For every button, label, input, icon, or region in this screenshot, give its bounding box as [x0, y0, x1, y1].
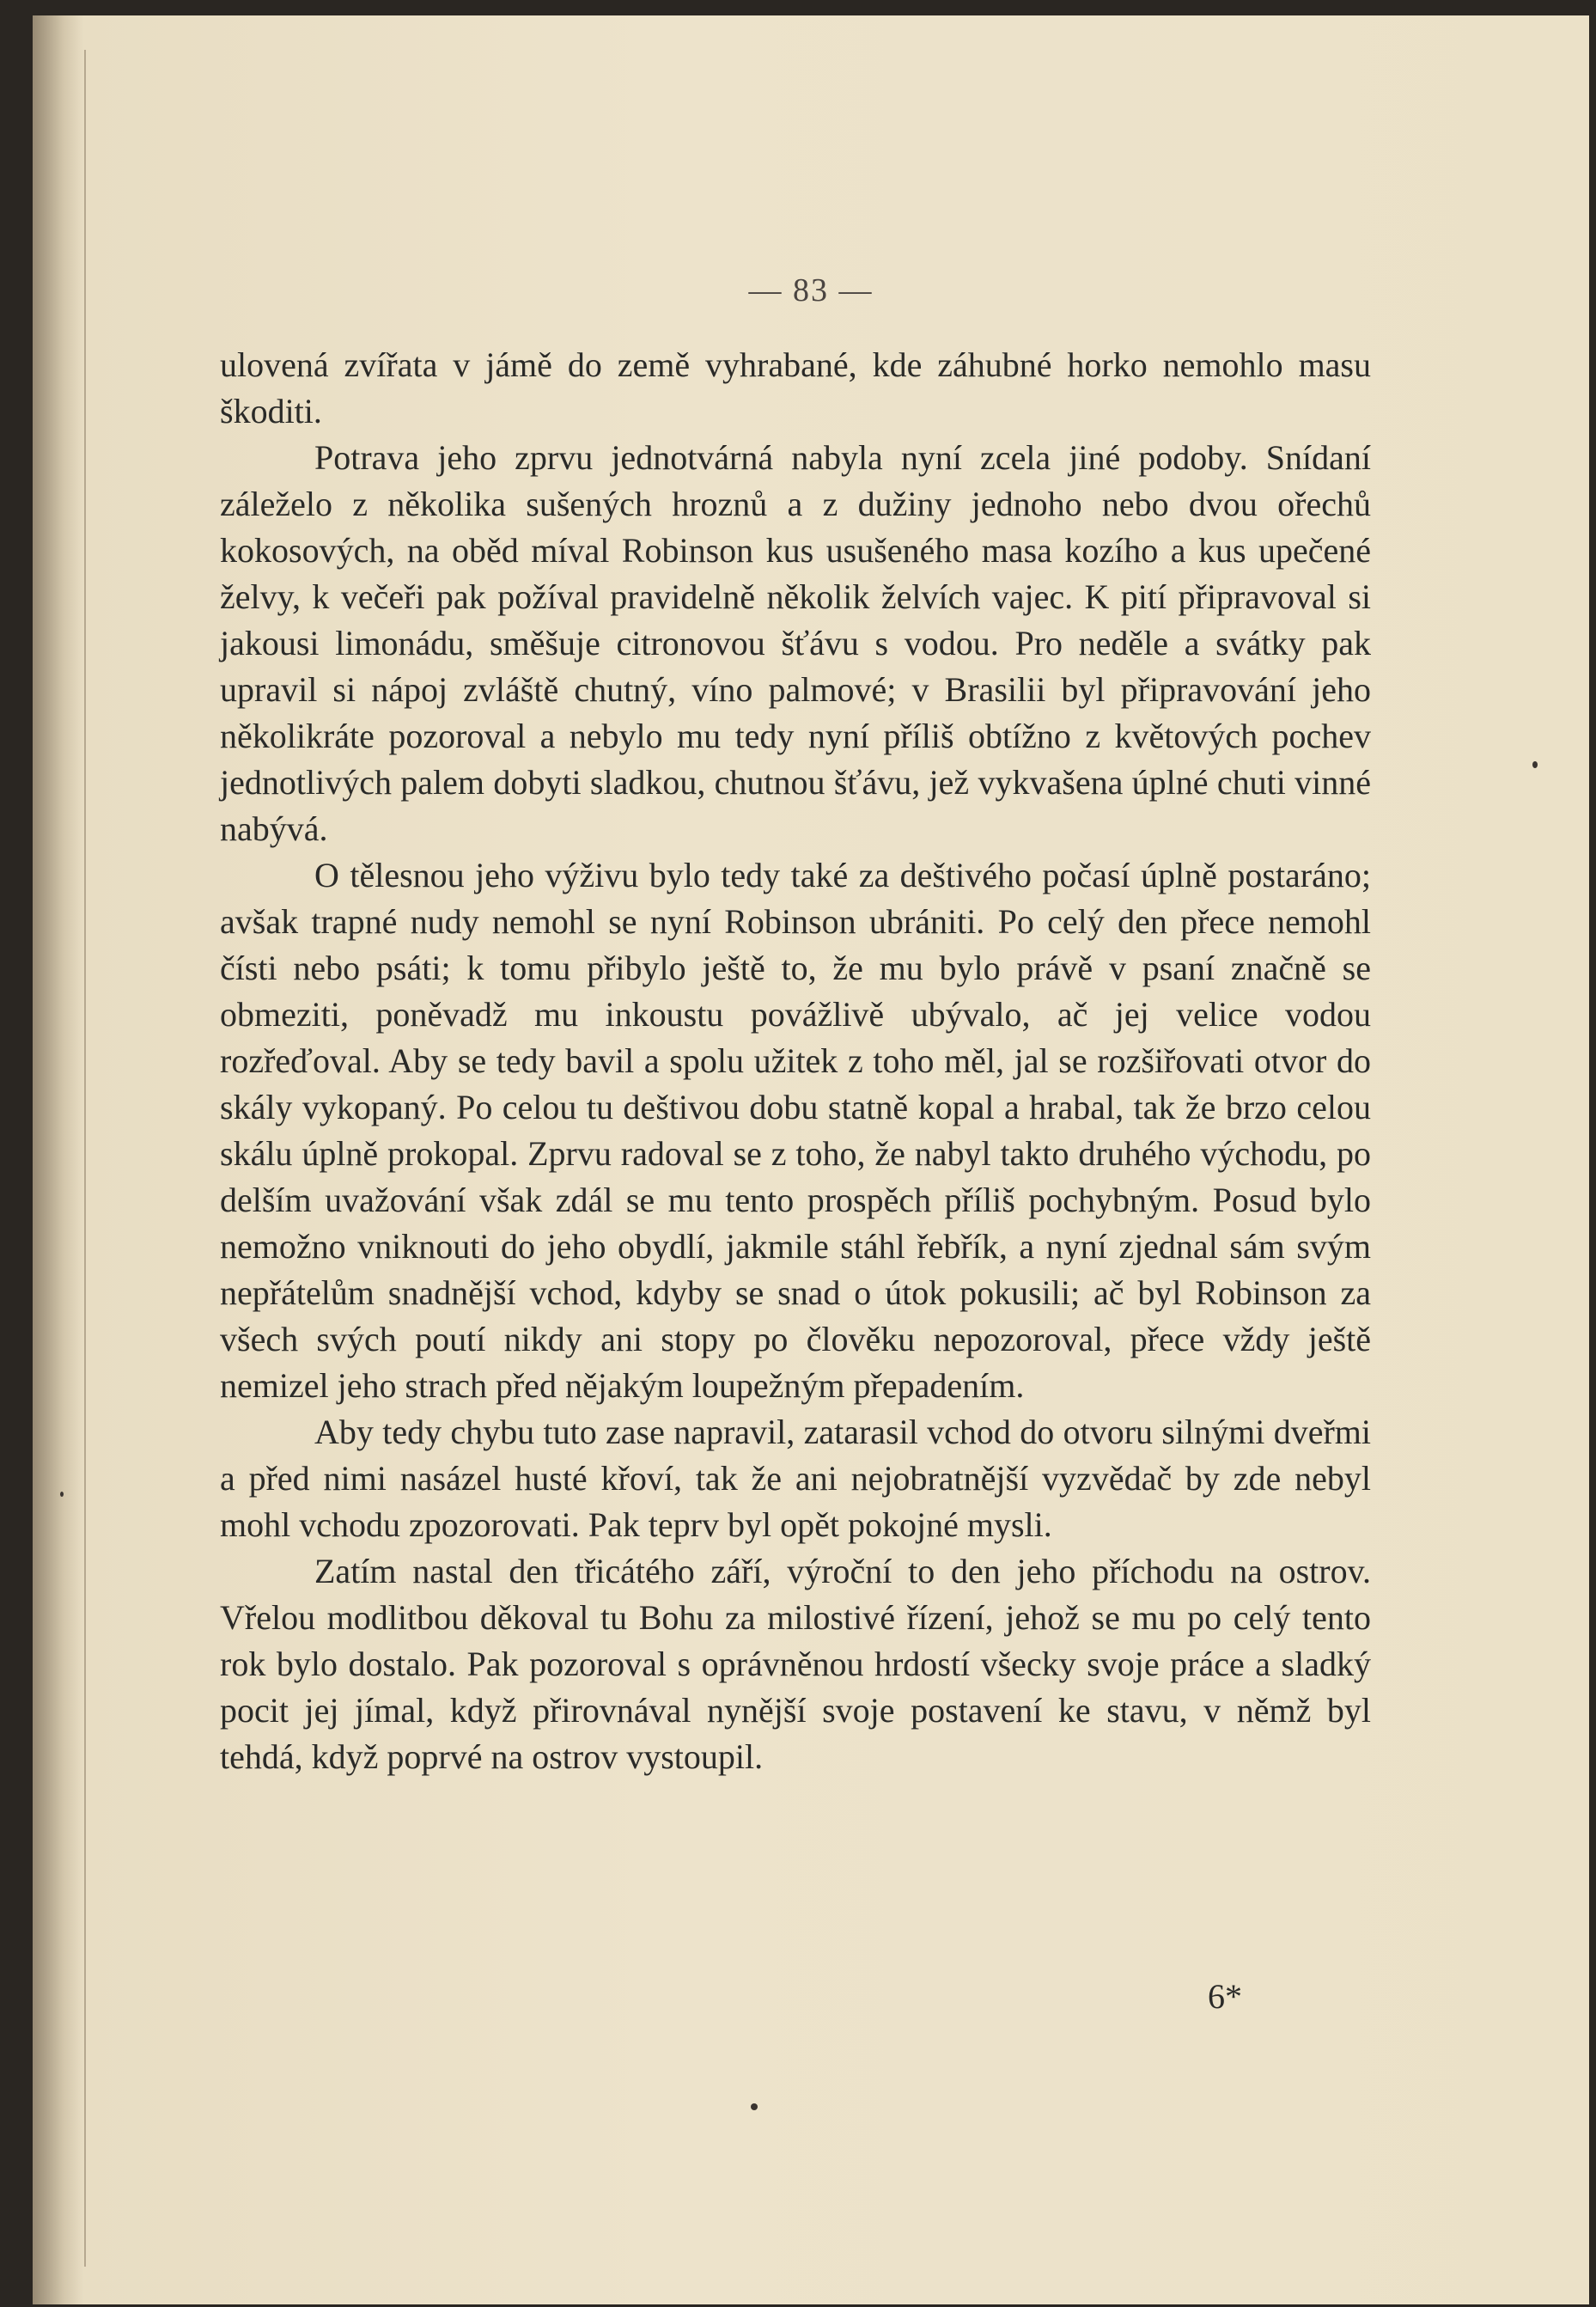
binding-shadow — [33, 15, 84, 2304]
paragraph-1: ulovená zvířata v jámě do země vyhrabané, kde záhubné horko nemohlo masu škoditi. — [220, 345, 1371, 430]
book-page — [33, 15, 1589, 2304]
ink-speck — [751, 2103, 758, 2110]
page-number: — 83 — — [748, 272, 874, 308]
paragraph-5: Zatím nastal den třicátého září, výroční to den jeho příchodu na ostrov. Vřelou modlitbou děkoval tu Bohu za milostivé řízení, jehož se mu po celý tento rok bylo dostalo. Pak pozoroval s oprávněnou hrdostí všecky svoje práce a sladký pocit jej jímal, když přirovnával nynější svoje postavení ke stavu, v němž byl tehdá, když poprvé na ostrov vystoupil. — [220, 1552, 1371, 1776]
binding-gutter — [84, 50, 86, 2267]
ink-speck — [1532, 761, 1538, 768]
ink-speck — [60, 1492, 64, 1497]
body-text — [220, 342, 1371, 1780]
signature-mark: 6* — [1208, 1977, 1242, 2016]
scan-top-edge — [0, 0, 1596, 15]
paragraph-2: Potrava jeho zprvu jednotvárná nabyla nyní zcela jiné podoby. Snídaní záleželo z několika sušených hroznů a z dužiny jednoho nebo dvou ořechů kokosových, na oběd míval Robinson kus usušeného masa kozího a kus upečené želvy, k večeři pak požíval pravidelně několik želvích vajec. K pití připravoval si jakousi limonádu, směšuje citronovou šťávu s vodou. Pro neděle a svátky pak upravil si nápoj zvláště chutný, víno palmové; v Brasilii byl připravování jeho několikráte pozoroval a nebylo mu tedy nyní příliš obtížno z květových pochev jednotlivých palem dobyti sladkou, chutnou šťávu, jež vykvašena úplné chuti vinné nabývá. — [220, 438, 1371, 848]
paragraph-3: O tělesnou jeho výživu bylo tedy také za deštivého počasí úplně postaráno; avšak trapné nudy nemohl se nyní Robinson ubrániti. Po celý den přece nemohl čísti nebo psáti; k tomu přibylo ještě to, že mu bylo právě v psaní značně se obmeziti, poněvadž mu inkoustu povážlivě ubývalo, ač jej velice vodou rozřeďoval. Aby se tedy bavil a spolu užitek z toho měl, jal se rozšiřovati otvor do skály vykopaný. Po celou tu deštivou dobu statně kopal a hrabal, tak že brzo celou skálu úplně prokopal. Zprvu radoval se z toho, že nabyl takto druhého východu, po delším uvažování však zdál se mu tento prospěch příliš pochybným. Posud bylo nemožno vniknouti do jeho obydlí, jakmile stáhl řebřík, a nyní zjednal sám svým nepřátelům snadnější vchod, kdyby se snad o útok pokusili; ač byl Robinson za všech svých poutí nikdy ani stopy po člověku nepozoroval, přece vždy ještě nemizel jeho strach před nějakým loupežným přepadením. — [220, 856, 1371, 1405]
paragraph-4: Aby tedy chybu tuto zase napravil, zatarasil vchod do otvoru silnými dveřmi a před nimi nasázel husté křoví, tak že ani nejobratnější vyzvědač by zde nebyl mohl vchodu zpozorovati. Pak teprv byl opět pokojné mysli. — [220, 1413, 1371, 1544]
